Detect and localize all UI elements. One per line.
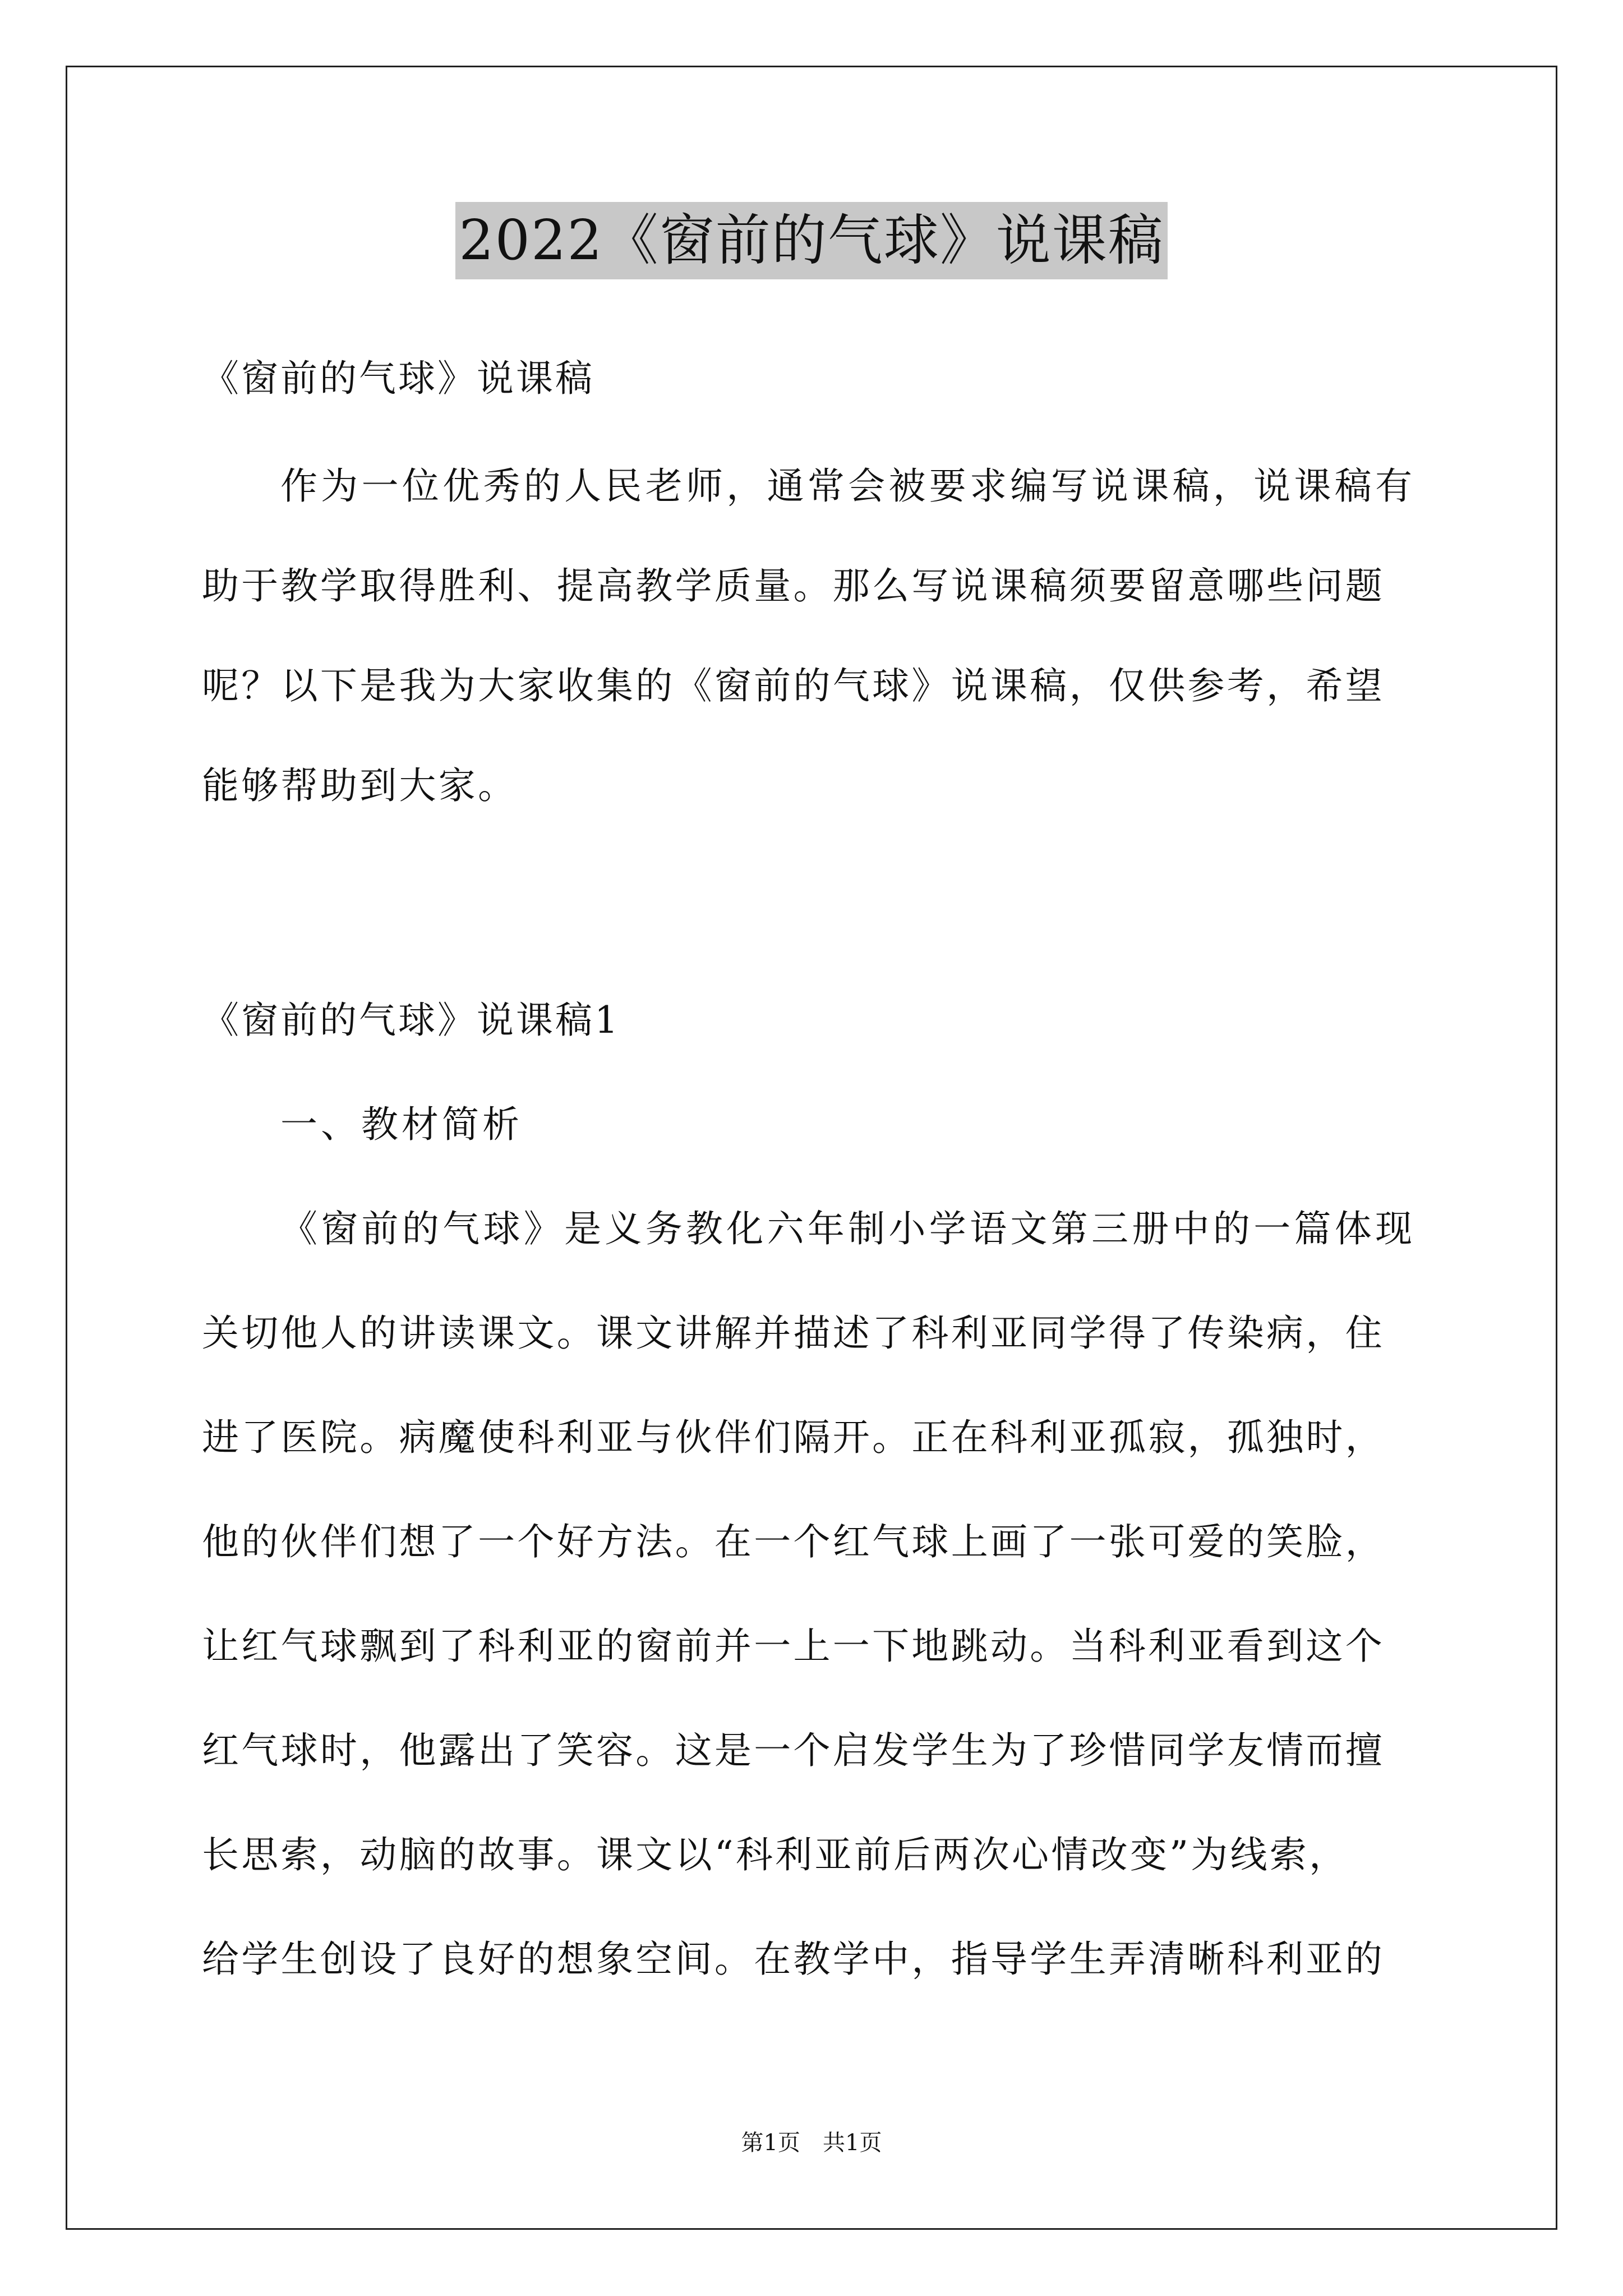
page-total: 共1页 (823, 2130, 882, 2156)
section-heading: 一、教材简析 (280, 1103, 523, 1146)
body-line: 给学生创设了良好的想象空间。在教学中，指导学生弄清晰科利亚的 (202, 1938, 1385, 1981)
body-line: 《窗前的气球》是义务教化六年制小学语文第三册中的一篇体现 (280, 1207, 1416, 1250)
body-line: 进了医院。病魔使科利亚与伙伴们隔开。正在科利亚孤寂，孤独时， (202, 1416, 1385, 1459)
body-line: 关切他人的讲读课文。课文讲解并描述了科利亚同学得了传染病，住 (202, 1312, 1385, 1355)
document-title-wrapper (0, 202, 1623, 279)
body-line: 让红气球飘到了科利亚的窗前并一上一下地跳动。当科利亚看到这个 (202, 1625, 1385, 1668)
body-line: 他的伙伴们想了一个好方法。在一个红气球上画了一张可爱的笑脸， (202, 1520, 1385, 1563)
intro-line: 助于教学取得胜利、提高教学质量。那么写说课稿须要留意哪些问题 (202, 564, 1385, 608)
page-footer (0, 2126, 1623, 2160)
section-title: 《窗前的气球》说课稿1 (202, 999, 620, 1042)
intro-line: 呢？以下是我为大家收集的《窗前的气球》说课稿，仅供参考，希望 (202, 664, 1385, 707)
body-line: 长思索，动脑的故事。课文以“科利亚前后两次心情改变”为线索， (202, 1833, 1349, 1876)
document-subtitle: 《窗前的气球》说课稿 (202, 357, 594, 400)
document-title: 2022《窗前的气球》说课稿 (455, 202, 1167, 279)
intro-line: 作为一位优秀的人民老师，通常会被要求编写说课稿，说课稿有 (280, 464, 1416, 508)
body-line: 红气球时，他露出了笑容。这是一个启发学生为了珍惜同学友情而擅 (202, 1729, 1385, 1772)
page-number: 第1页 (741, 2130, 800, 2156)
intro-line: 能够帮助到大家。 (202, 764, 518, 807)
